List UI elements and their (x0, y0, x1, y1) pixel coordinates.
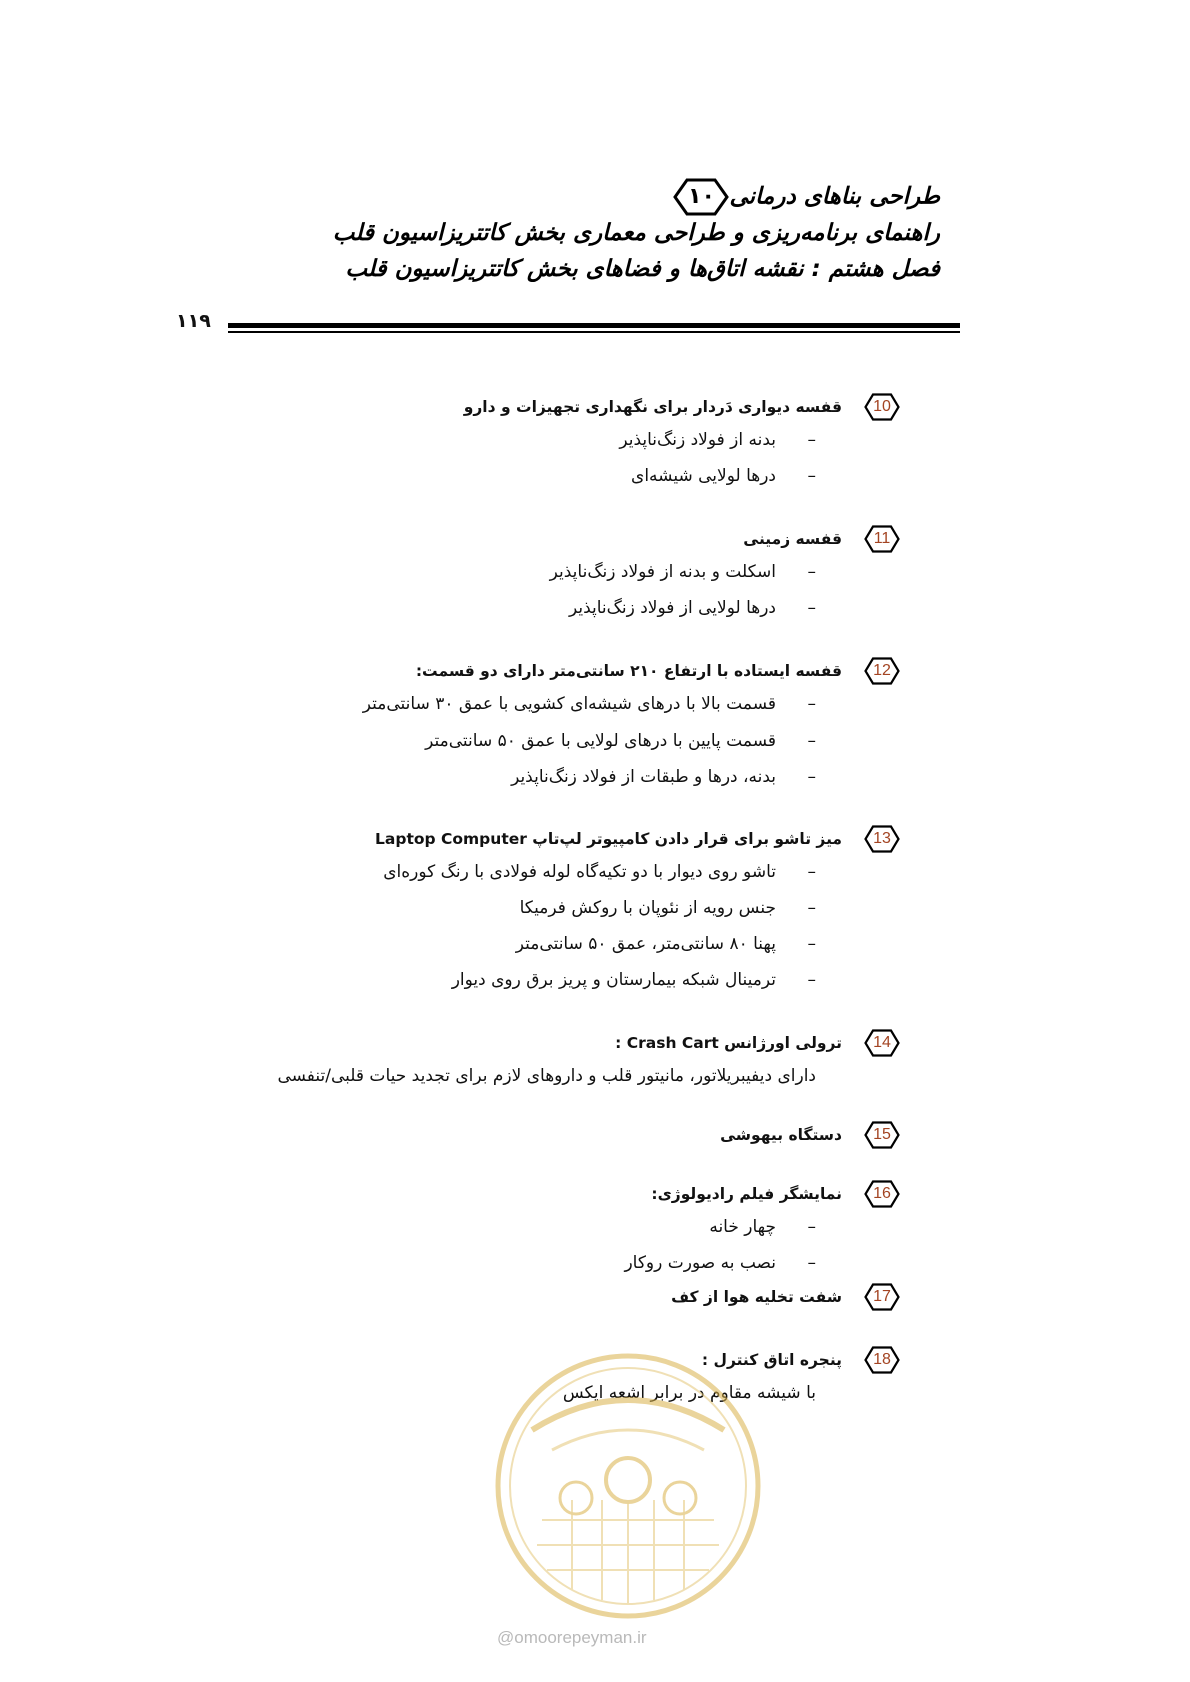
item-number-badge: 10 (864, 393, 900, 421)
book-title (673, 178, 940, 216)
item-number-badge: 14 (864, 1029, 900, 1057)
dash-icon: – (807, 694, 816, 714)
header-rule-thick (228, 323, 960, 328)
item-number-badge: 18 (864, 1346, 900, 1374)
dash-icon: – (807, 466, 816, 486)
item-number-badge: 17 (864, 1283, 900, 1311)
list-item: –بدنه از فولاد زنگ‌ناپذیر (619, 430, 816, 450)
item-title: دستگاه بیهوشی (720, 1126, 842, 1144)
list-item: –قسمت بالا با درهای شیشه‌ای کشویی با عمق ۳۰ سانتی‌متر (362, 694, 816, 714)
list-item: –اسکلت و بدنه از فولاد زنگ‌ناپذیر (549, 562, 816, 582)
item-description: با شیشه مقاوم در برابر اشعه ایکس (562, 1383, 816, 1403)
list-item: –قسمت پایین با درهای لولایی با عمق ۵۰ سانتی‌متر (425, 731, 816, 751)
dash-icon: – (807, 862, 816, 882)
list-item: –بدنه، درها و طبقات از فولاد زنگ‌ناپذیر (511, 767, 816, 787)
dash-icon: – (807, 898, 816, 918)
dash-icon: – (807, 1217, 816, 1237)
series-number: ۱۰ (688, 184, 715, 209)
item-number-badge: 15 (864, 1121, 900, 1149)
list-item: –نصب به صورت روکار (624, 1253, 816, 1273)
dash-icon: – (807, 562, 816, 582)
dash-icon: – (807, 767, 816, 787)
dash-icon: – (807, 1253, 816, 1273)
seal-logo-icon (492, 1350, 764, 1622)
dash-icon: – (807, 934, 816, 954)
list-item: –درها لولایی شیشه‌ای (631, 466, 816, 486)
list-item: –درها لولایی از فولاد زنگ‌ناپذیر (568, 598, 816, 618)
dash-icon: – (807, 430, 816, 450)
item-title: قفسه دیواری دَردار برای نگهداری تجهیزات و دارو (463, 398, 842, 416)
item-number-badge: 13 (864, 825, 900, 853)
list-item: –تاشو روی دیوار با دو تکیه‌گاه لوله فولادی با رنگ کوره‌ای (383, 862, 816, 882)
item-title: میز تاشو برای قرار دادن کامپیوتر لپ‌تاپ Laptop Computer (375, 830, 842, 848)
item-title: پنجره اتاق کنترل : (701, 1351, 842, 1369)
book-title-text: طراحی بناهای درمانی (729, 183, 940, 210)
dash-icon: – (807, 598, 816, 618)
page-number: ۱۱۹ (176, 310, 211, 332)
dash-icon: – (807, 970, 816, 990)
guide-title: راهنمای برنامه‌ریزی و طراحی معماری بخش کاتتریزاسیون قلب (332, 220, 940, 246)
list-item: –چهار خانه (709, 1217, 816, 1237)
chapter-title: فصل هشتم : نقشه اتاق‌ها و فضاهای بخش کاتتریزاسیون قلب (345, 256, 940, 282)
list-item: –ترمینال شبکه بیمارستان و پریز برق روی دیوار (451, 970, 816, 990)
watermark-logo (492, 1350, 764, 1622)
dash-icon: – (807, 731, 816, 751)
item-title: قفسه زمینی (743, 530, 842, 548)
list-item: –جنس رویه از نئوپان با روکش فرمیکا (519, 898, 816, 918)
item-number-badge: 11 (864, 525, 900, 553)
item-title: ترولی اورژانس Crash Cart : (615, 1034, 842, 1052)
list-item: –پهنا ۸۰ سانتی‌متر، عمق ۵۰ سانتی‌متر (515, 934, 816, 954)
item-title: نمایشگر فیلم رادیولوژی: (651, 1185, 842, 1203)
series-number-badge (673, 178, 729, 216)
item-number-badge: 12 (864, 657, 900, 685)
item-title: شفت تخلیه هوا از کف (671, 1288, 842, 1306)
item-number-badge: 16 (864, 1180, 900, 1208)
item-description: دارای دیفیبریلاتور، مانیتور قلب و داروهای لازم برای تجدید حیات قلبی/تنفسی (277, 1066, 816, 1086)
item-title: قفسه ایستاده با ارتفاع ۲۱۰ سانتی‌متر دارای دو قسمت: (415, 662, 842, 680)
header-rule-thin (228, 331, 960, 333)
watermark-site: @omoorepeyman.ir (497, 1628, 647, 1647)
